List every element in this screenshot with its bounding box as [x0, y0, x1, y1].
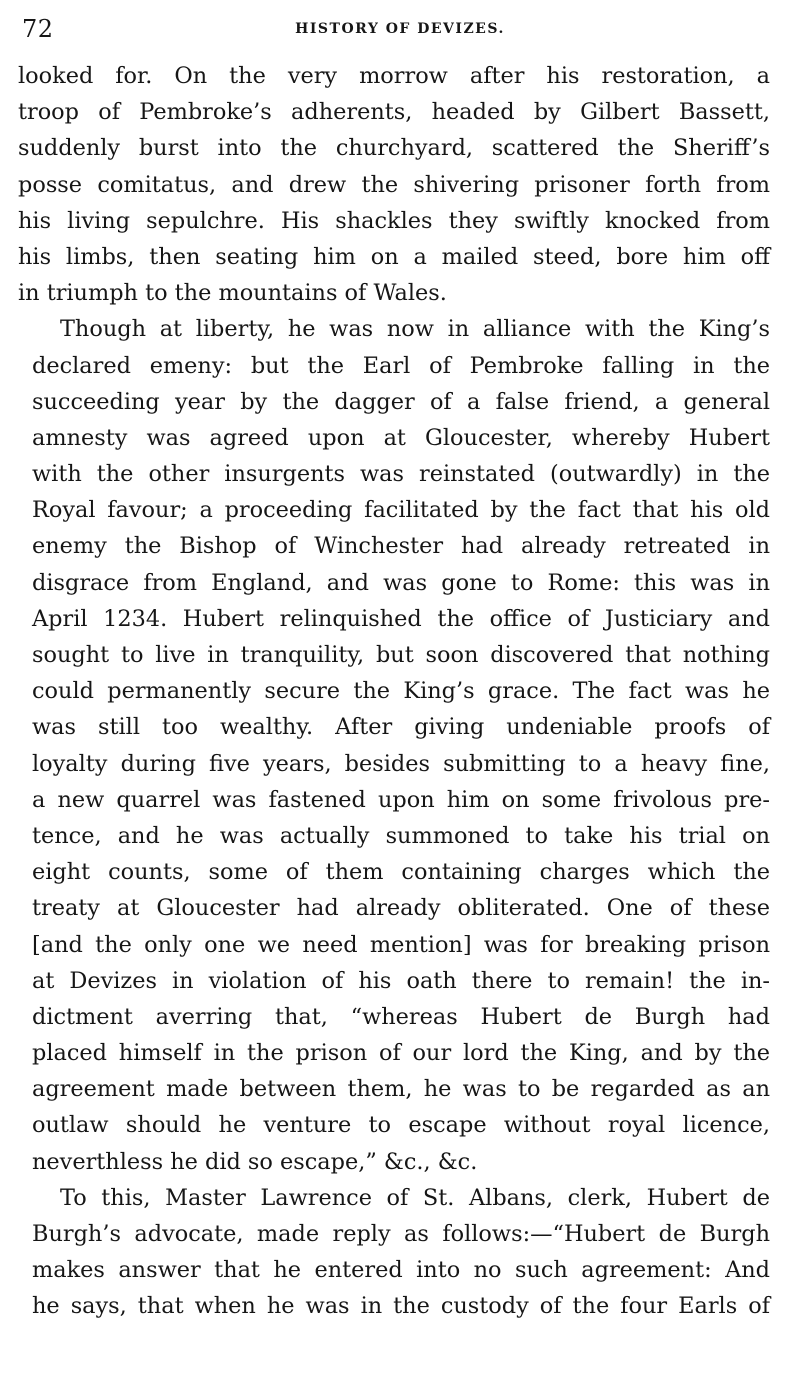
- text-line: outlaw should he venture to escape without royal licence,: [32, 1112, 770, 1139]
- text-line: enemy the Bishop of Winchester had already retreated in: [32, 533, 770, 560]
- text-line: treaty at Gloucester had already obliterated. One of these: [32, 895, 770, 922]
- text-line: April 1234. Hubert relinquished the office of Justiciary and: [32, 605, 770, 632]
- text-line: looked for. On the very morrow after his restoration, a: [18, 63, 770, 89]
- text-line: loyalty during five years, besides submitting to a heavy fine,: [32, 750, 770, 777]
- text-line: with the other insurgents was reinstated (outwardly) in the: [32, 461, 770, 488]
- text-line: succeeding year by the dagger of a false friend, a general: [32, 388, 770, 415]
- page-number: 72: [22, 15, 54, 43]
- text-line: suddenly burst into the churchyard, scattered the Sheriff’s: [18, 135, 770, 162]
- paragraph-first-line: Though at liberty, he was now in alliance with the King’s: [60, 316, 770, 343]
- text-line: troop of Pembroke’s adherents, headed by Gilbert Bassett,: [18, 99, 770, 126]
- text-line: agreement made between them, he was to be regarded as an: [32, 1076, 770, 1103]
- text-line: sought to live in tranquility, but soon discovered that nothing: [32, 642, 770, 668]
- text-line: makes answer that he entered into no such agreement: And: [32, 1257, 770, 1284]
- text-line: dictment averring that, “whereas Hubert de Burgh had: [32, 1003, 770, 1030]
- text-line: was still too wealthy. After giving undeniable proofs of: [32, 714, 770, 741]
- text-line: in triumph to the mountains of Wales.: [18, 280, 447, 307]
- text-line: tence, and he was actually summoned to take his trial on: [32, 822, 770, 849]
- text-line: his limbs, then seating him on a mailed steed, bore him off: [18, 243, 770, 270]
- text-line: Burgh’s advocate, made reply as follows:—“Hubert de Burgh: [32, 1221, 770, 1247]
- text-line: disgrace from England, and was gone to Rome: this was in: [32, 569, 770, 596]
- text-line: amnesty was agreed upon at Gloucester, whereby Hubert: [32, 424, 770, 451]
- text-line: at Devizes in violation of his oath there to remain! the in-: [32, 967, 770, 994]
- text-line: eight counts, some of them containing charges which the: [32, 859, 770, 886]
- text-line: a new quarrel was fastened upon him on some frivolous pre-: [32, 786, 770, 813]
- text-line: his living sepulchre. His shackles they swiftly knocked from: [18, 207, 770, 234]
- running-head: [20, 12, 780, 46]
- paragraph-first-line: To this, Master Lawrence of St. Albans, clerk, Hubert de: [60, 1184, 770, 1211]
- text-line: could permanently secure the King’s grace. The fact was he: [32, 678, 770, 705]
- text-line: [and the only one we need mention] was for breaking prison: [32, 931, 770, 958]
- text-line: neverthless he did so escape,” &c., &c.: [32, 1148, 478, 1175]
- running-title: HISTORY OF DEVIZES.: [295, 21, 505, 37]
- text-line: posse comitatus, and drew the shivering prisoner forth from: [18, 171, 770, 198]
- text-line: placed himself in the prison of our lord the King, and by the: [32, 1040, 770, 1067]
- text-line: declared emeny: but the Earl of Pembroke falling in the: [32, 352, 770, 379]
- body-text: [18, 58, 770, 1325]
- text-line: Royal favour; a proceeding facilitated by the fact that his old: [32, 497, 770, 524]
- text-line: he says, that when he was in the custody of the four Earls of: [32, 1293, 770, 1320]
